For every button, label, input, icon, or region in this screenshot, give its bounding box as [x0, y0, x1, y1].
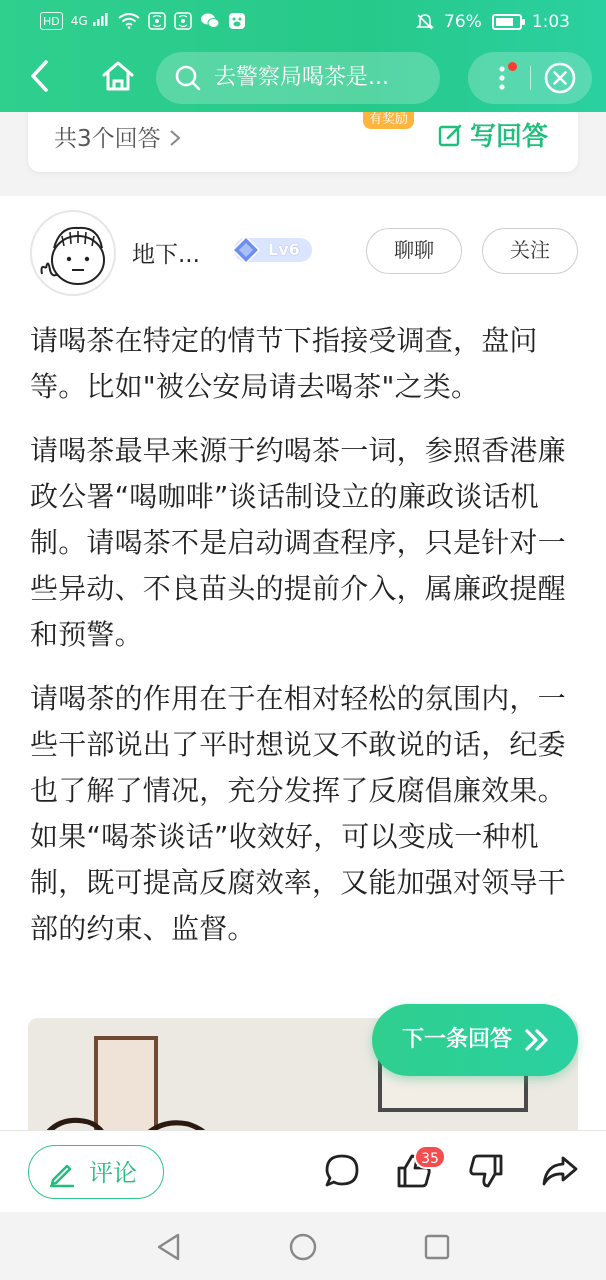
mute-icon — [416, 13, 434, 31]
battery-fill — [496, 18, 513, 26]
chat-button[interactable]: 聊聊 — [366, 228, 462, 274]
thumbs-down-icon[interactable] — [466, 1151, 506, 1191]
pencil-icon — [47, 1158, 77, 1188]
follow-button[interactable]: 关注 — [482, 228, 578, 274]
bottom-action-bar — [0, 1130, 606, 1212]
back-arrow-icon[interactable] — [22, 56, 62, 96]
battery-percent: 76% — [444, 12, 482, 32]
comment-bubble-icon[interactable] — [322, 1151, 362, 1191]
search-box[interactable] — [156, 52, 440, 104]
question-card-area — [0, 112, 606, 196]
clock: 1:03 — [531, 12, 570, 32]
chair-shape — [28, 1102, 228, 1130]
answer-paragraph: 请喝茶的作用在于在相对轻松的氛围内，一些干部说出了平时想说又不敢说的话，纪委也了解了情况，充分发挥了反腐倡廉效果。如果“喝茶谈话”收效好，可以变成一种机制，既可提高反腐效率，又能加强对领导干部的约束、监督。 — [30, 682, 566, 945]
nav-recent-apps-icon[interactable] — [424, 1234, 450, 1260]
answer-body — [30, 318, 578, 970]
network-label: 4G — [70, 14, 88, 28]
chevron-right-icon — [168, 128, 182, 148]
edit-icon — [438, 122, 464, 148]
system-nav-bar — [0, 1212, 606, 1280]
level-badge — [234, 238, 312, 262]
level-text: Lv6 — [268, 240, 300, 259]
nav-home-icon[interactable] — [288, 1232, 318, 1262]
write-answer-label: 写回答 — [470, 122, 549, 152]
status-bar — [0, 0, 606, 46]
top-bar — [0, 0, 606, 112]
avatar[interactable] — [30, 210, 116, 296]
wifi-icon — [118, 13, 140, 29]
author-name[interactable]: 地下... — [132, 242, 200, 268]
answer-paragraph: 请喝茶在特定的情节下指接受调查，盘问等。比如"被公安局请去喝茶"之类。 — [30, 324, 538, 403]
battery-icon — [492, 14, 522, 30]
baidu-icon — [228, 12, 246, 30]
close-circle-icon[interactable] — [542, 60, 578, 96]
hotspot-icon-a — [148, 12, 166, 30]
avatar-cartoon-icon — [32, 212, 116, 296]
comment-button[interactable] — [28, 1145, 164, 1199]
status-left-icons — [40, 12, 246, 30]
main-content — [0, 112, 606, 1130]
diamond-icon — [232, 236, 260, 264]
next-answer-label: 下一条回答 — [402, 1027, 513, 1052]
author-row — [0, 204, 606, 300]
capsule-divider — [530, 66, 531, 90]
write-answer-button[interactable] — [438, 116, 548, 153]
search-text: 去警察局喝茶是... — [214, 65, 389, 90]
status-right — [416, 12, 570, 32]
answer-paragraph: 请喝茶最早来源于约喝茶一词，参照香港廉政公署“喝咖啡”谈话制设立的廉政谈话机制。请喝茶不是启动调查程序，只是针对一些异动、不良苗头的提前介入，属廉政提醒和预警。 — [30, 434, 566, 651]
capsule-actions — [468, 52, 592, 104]
nav-back-icon[interactable] — [154, 1232, 184, 1262]
notification-dot — [508, 62, 517, 71]
home-icon[interactable] — [96, 54, 140, 98]
comment-label: 评论 — [89, 1159, 137, 1187]
network-4g-icon — [71, 12, 110, 30]
hotspot-icon-b — [174, 12, 192, 30]
reward-badge: 有奖励 — [363, 112, 414, 129]
wechat-icon — [200, 12, 220, 30]
like-count-badge: 35 — [414, 1145, 446, 1169]
question-card — [28, 112, 578, 172]
search-icon — [174, 64, 202, 92]
share-arrow-icon[interactable] — [540, 1151, 580, 1191]
header — [0, 46, 606, 112]
answers-count-link[interactable] — [54, 120, 182, 153]
next-answer-button[interactable] — [372, 1004, 578, 1076]
hd-icon: HD — [40, 12, 63, 30]
double-chevron-right-icon — [524, 1026, 550, 1054]
answers-count-text: 共3个回答 — [54, 126, 161, 152]
